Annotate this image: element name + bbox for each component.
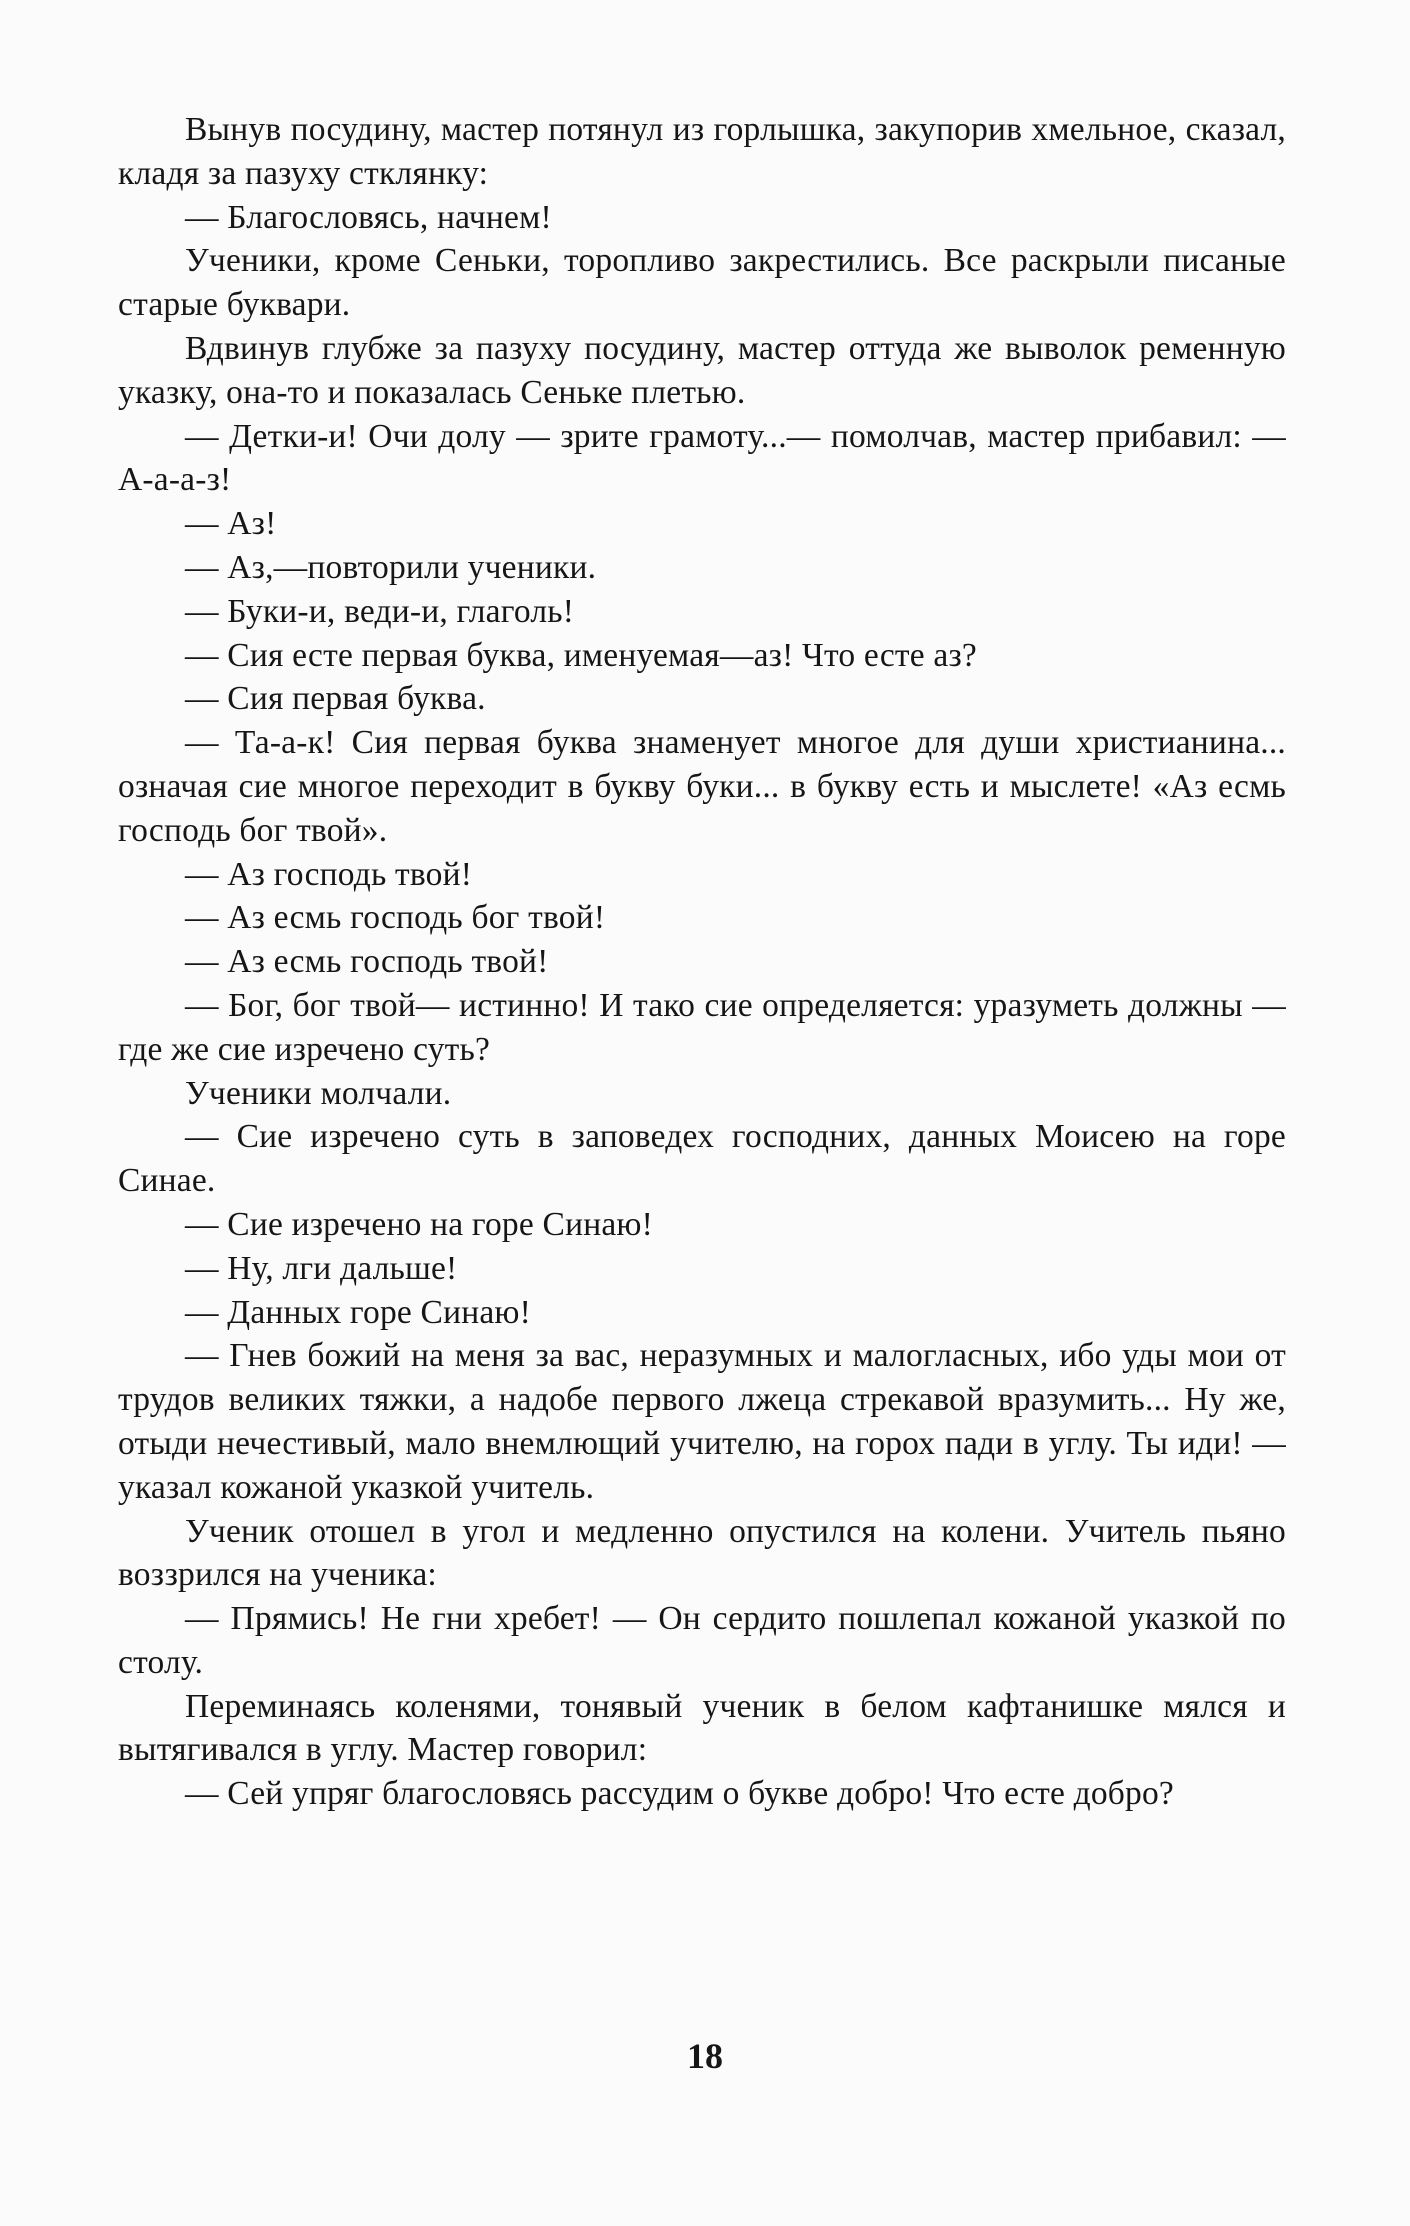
paragraph: Ученики, кроме Сеньки, торопливо закрестились. Все раскрыли писаные старые буквари.	[118, 242, 1286, 324]
body-text	[118, 108, 1286, 1816]
paragraph: — Сие изречено на горе Синаю!	[185, 1205, 653, 1243]
paragraph: — Ну, лги дальше!	[185, 1249, 458, 1287]
paragraph: — Аз,—повторили ученики.	[185, 548, 597, 586]
paragraph: — Аз есмь господь бог твой!	[185, 899, 606, 937]
paragraph: Вдвинув глубже за пазуху посудину, мастер оттуда же выволок ременную указку, она-то и показалась Сеньке плетью.	[118, 329, 1286, 411]
paragraph: — Аз!	[185, 505, 277, 543]
paragraph: — Сей упряг благословясь рассудим о букве добро! Что есте добро?	[185, 1775, 1174, 1813]
paragraph: — Бог, бог твой— истинно! И тако сие определяется: уразуметь должны — где же сие изречено суть?	[118, 986, 1286, 1068]
paragraph: — Благословясь, начнем!	[185, 198, 552, 236]
paragraph: — Детки-и! Очи долу — зрите грамоту...— помолчав, мастер прибавил: —А-а-а-з!	[118, 417, 1286, 499]
page-number: 18	[687, 2036, 723, 2076]
paragraph: Ученик отошел в угол и медленно опустился на колени. Учитель пьяно воззрился на ученика:	[118, 1512, 1286, 1594]
paragraph: — Аз господь твой!	[185, 855, 473, 893]
paragraph: — Аз есмь господь твой!	[185, 943, 549, 981]
paragraph: — Та-а-к! Сия первая буква знаменует многое для души христианина... означая сие многое переходит в букву буки... в букву есть и мыслете! «Аз есмь господь бог твой».	[118, 724, 1286, 849]
paragraph: — Данных горе Синаю!	[185, 1293, 531, 1331]
paragraph: — Буки-и, веди-и, глаголь!	[185, 592, 575, 630]
paragraph: — Сия первая буква.	[185, 680, 486, 718]
paragraph: — Гнев божий на меня за вас, неразумных и малогласных, ибо уды мои от трудов великих тяжки, а надобе первого лжеца стрекавой вразумить... Ну же, отыди нечестивый, мало внемлющий учителю, на горох пади в углу. Ты иди! — указал кожаной указкой учитель.	[118, 1337, 1286, 1506]
paragraph: Ученики молчали.	[185, 1074, 452, 1112]
paragraph: — Сия есте первая буква, именуемая—аз! Что есте аз?	[185, 636, 977, 674]
paragraph: Переминаясь коленями, тонявый ученик в белом кафтанишке мялся и вытягивался в углу. Мастер говорил:	[118, 1687, 1286, 1769]
paragraph: — Сие изречено суть в заповедех господних, данных Моисею на горе Синае.	[118, 1118, 1286, 1200]
paragraph: Вынув посудину, мастер потянул из горлышка, закупорив хмельное, сказал, кладя за пазуху стклянку:	[118, 111, 1286, 192]
paragraph: — Прямись! Не гни хребет! — Он сердито пошлепал кожаной указкой по столу.	[118, 1600, 1286, 1681]
